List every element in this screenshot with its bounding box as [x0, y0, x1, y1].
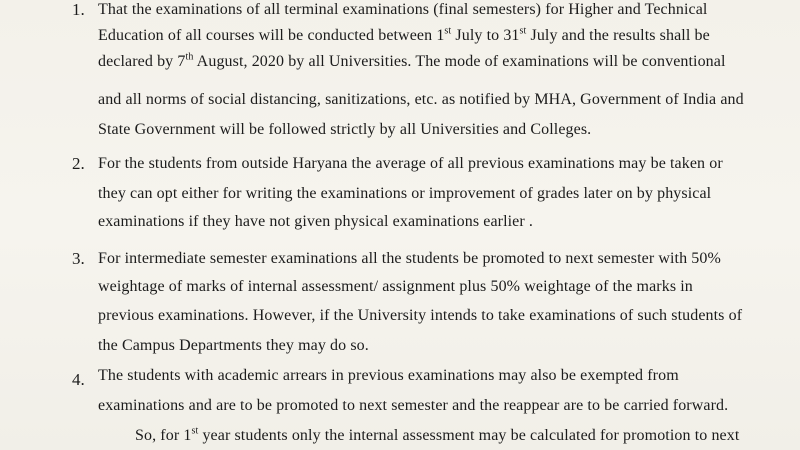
item-line: examinations and are to be promoted to next semester and the reappear are to be carried forward.: [98, 397, 729, 414]
item-line: State Government will be followed strictly by all Universities and Colleges.: [98, 121, 592, 138]
item-number: 2.: [72, 154, 85, 173]
item-line: For the students from outside Haryana the average of all previous examinations may be taken or: [98, 155, 723, 172]
item-line: previous examinations. However, if the University intends to take examinations of such students of: [98, 307, 743, 324]
item-line: That the examinations of all terminal examinations (final semesters) for Higher and Technical: [98, 1, 708, 18]
item-line: examinations if they have not given physical examinations earlier .: [98, 213, 534, 230]
trailing-paragraph-line: So, for 1st year students only the internal assessment may be calculated for promotion to next: [135, 425, 740, 444]
item-line: they can opt either for writing the examinations or improvement of grades later on by physical: [98, 185, 712, 202]
item-number: 4.: [72, 370, 85, 389]
item-line: The students with academic arrears in previous examinations may also be exempted from: [98, 367, 679, 384]
item-line: the Campus Departments they may do so.: [98, 337, 369, 354]
item-line: For intermediate semester examinations all the students be promoted to next semester with 50%: [98, 250, 721, 267]
item-line: Education of all courses will be conducted between 1st July to 31st July and the results shall be: [98, 25, 710, 44]
item-line: and all norms of social distancing, sanitizations, etc. as notified by MHA, Government of India and: [98, 91, 744, 108]
item-number: 3.: [72, 249, 85, 268]
item-line: declared by 7th August, 2020 by all Universities. The mode of examinations will be conventional: [98, 51, 726, 70]
item-line: weightage of marks of internal assessment/ assignment plus 50% weightage of the marks in: [98, 278, 693, 295]
item-number: 1.: [72, 0, 85, 19]
